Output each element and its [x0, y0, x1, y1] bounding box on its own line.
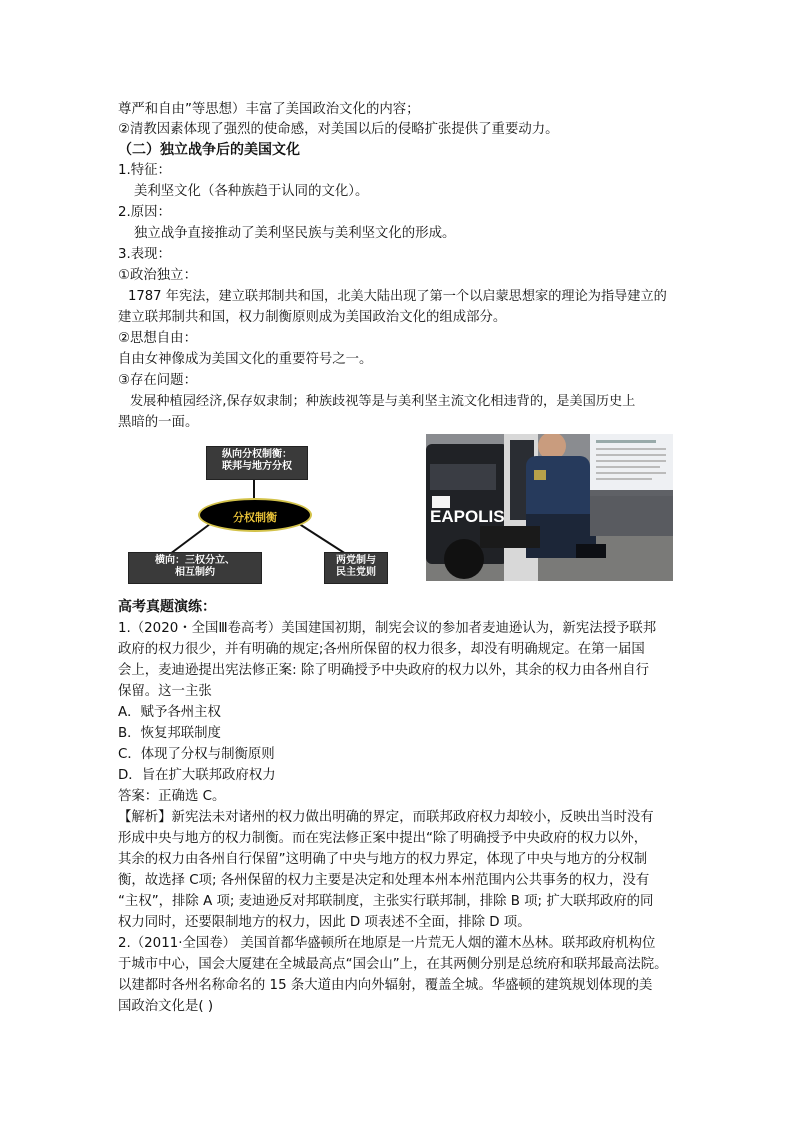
box-label: 民主党则 [336, 567, 376, 578]
option-c: C．体现了分权与制衡原则 [118, 747, 275, 762]
answer-line: 答案：正确选 C。 [118, 789, 226, 804]
box-label: 纵向分权制衡： [222, 449, 292, 460]
vertical-division-box [206, 446, 308, 480]
box-label: 横向：三权分立、 [155, 555, 235, 566]
text-line: ③存在问题： [118, 373, 197, 388]
question-line: 于城市中心，国会大厦建在全城最高点“国会山”上，在其两侧分别是总统府和联邦最高法院。 [118, 957, 668, 972]
question-line: 政府的权力很少，并有明确的规定;各州所保留的权力很多，却没有明确规定。在第一届国 [118, 642, 645, 657]
text-line: 发展种植园经济,保存奴隶制；种族歧视等是与美利坚主流文化相违背的，是美国历史上 [130, 394, 636, 409]
analysis-line: 形成中央与地方的权力制衡。而在宪法修正案中提出“除了明确授予中央政府的权力以外， [118, 831, 648, 846]
box-label: 联邦与地方分权 [222, 461, 292, 472]
question-line: 2.（2011·全国卷） 美国首都华盛顿所在地原是一片荒无人烟的灌木丛林。联邦政府机构位 [118, 936, 656, 951]
text-line: 自由女神像成为美国文化的重要符号之一。 [118, 352, 373, 367]
option-d: D．旨在扩大联邦政府权力 [118, 768, 276, 783]
analysis-line: “主权”，排除 A 项; 麦迪逊反对邦联制度，主张实行联邦制，排除 B 项; 扩大联邦政府的同 [118, 894, 654, 909]
text-line: 黑暗的一面。 [118, 415, 199, 430]
checks-and-balances-ellipse [198, 498, 312, 532]
text-line: ①政治独立： [118, 268, 197, 283]
question-line: 国政治文化是( ) [118, 999, 214, 1014]
box-label: 相互制约 [175, 567, 215, 578]
ellipse-label: 分权制衡 [233, 511, 277, 524]
question-line: 1.（2020・全国Ⅲ卷高考）美国建国初期，制宪会议的参加者麦迪逊认为，新宪法授予联邦 [118, 621, 657, 636]
text-line: 尊严和自由”等思想）丰富了美国政治文化的内容； [118, 102, 420, 117]
text-line: ②清教因素体现了强烈的使命感，对美国以后的侵略扩张提供了重要动力。 [118, 122, 559, 137]
text-line: 1787 年宪法，建立联邦制共和国，北美大陆出现了第一个以启蒙思想家的理论为指导建立的 [128, 289, 667, 304]
section-heading: （二）独立战争后的美国文化 [118, 142, 300, 158]
text-line: 2.原因： [118, 205, 171, 220]
text-line: ②思想自由： [118, 331, 197, 346]
news-photo [426, 434, 673, 581]
question-line: 会上，麦迪逊提出宪法修正案: 除了明确授予中央政府的权力以外，其余的权力由各州自行 [118, 663, 649, 678]
option-a: A．赋予各州主权 [118, 705, 221, 720]
separation-of-powers-diagram [118, 438, 390, 584]
photo-illustration [426, 434, 673, 581]
text-line: 独立战争直接推动了美利坚民族与美利坚文化的形成。 [134, 226, 456, 241]
horizontal-division-box [128, 552, 262, 584]
questions-heading: 高考真题演练： [118, 599, 216, 615]
question-line: 保留。这一主张 [118, 684, 212, 699]
analysis-line: 【解析】新宪法未对诸州的权力做出明确的界定，而联邦政府权力却较小，反映出当时没有 [118, 810, 654, 825]
analysis-line: 衡，故选择 C项; 各州保留的权力主要是决定和处理本州本州范围内公共事务的权力，没有 [118, 873, 650, 888]
option-b: B．恢复邦联制度 [118, 726, 221, 741]
text-line: 3.表现： [118, 247, 171, 262]
analysis-line: 其余的权力由各州自行保留”这明确了中央与地方的权力界定，体现了中央与地方的分权制 [118, 852, 648, 867]
text-line: 美利坚文化（各种族趋于认同的文化）。 [134, 184, 369, 199]
question-line: 以建都时各州名称命名的 15 条大道由内向外辐射，覆盖全城。华盛顿的建筑规划体现的美 [118, 978, 653, 993]
analysis-line: 权力同时，还要限制地方的权力，因此 D 项表述不全面，排除 D 项。 [118, 915, 531, 930]
photo-sign-text: EAPOLIS [430, 507, 505, 526]
box-label: 两党制与 [336, 555, 376, 566]
text-line: 建立联邦制共和国，权力制衡原则成为美国政治文化的组成部分。 [118, 310, 507, 325]
text-line: 1.特征： [118, 163, 171, 178]
two-party-box [324, 552, 388, 584]
